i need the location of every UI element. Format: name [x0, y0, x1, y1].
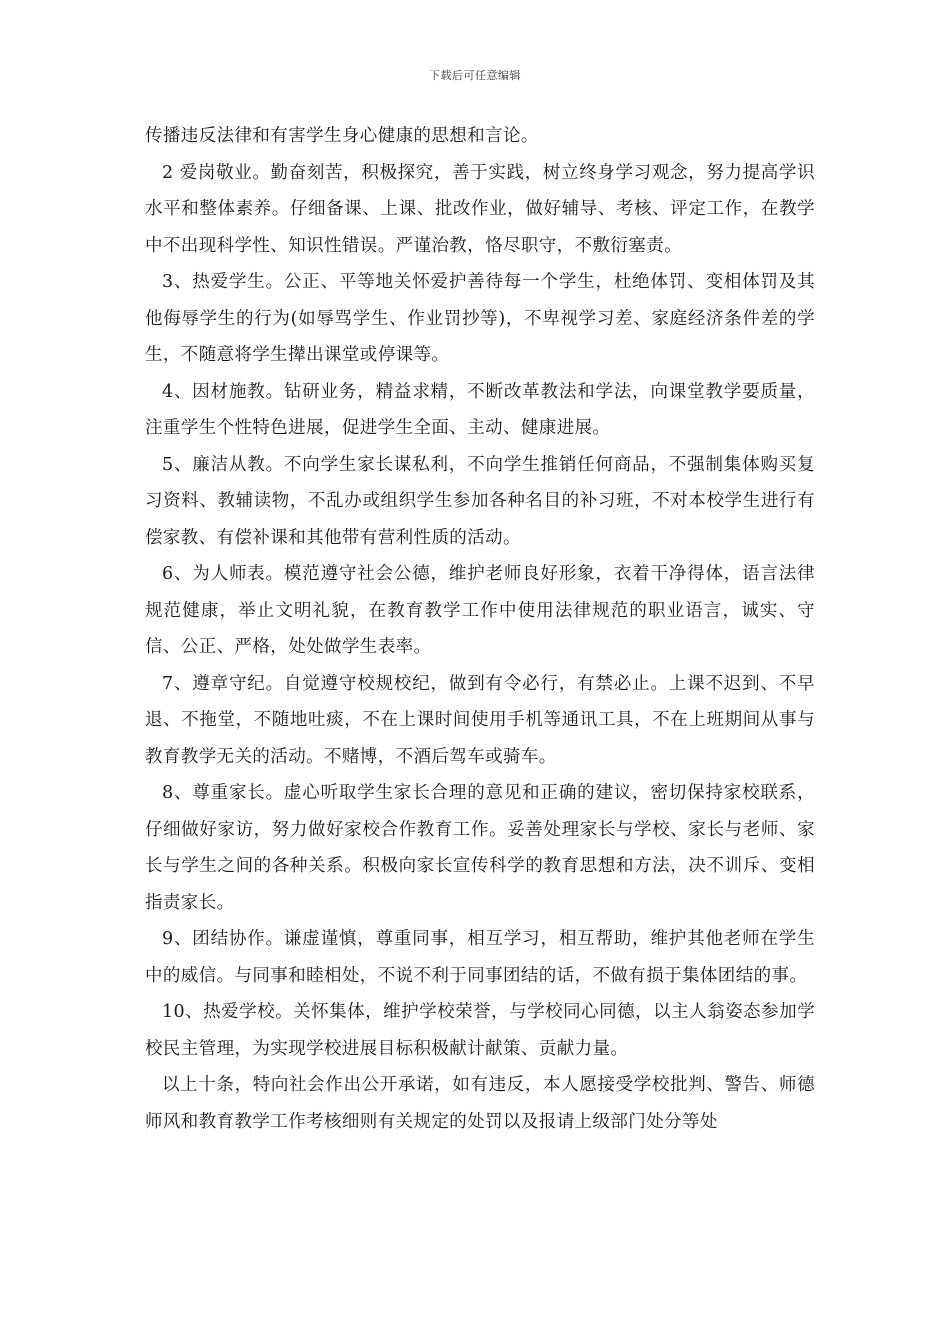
paragraph-item-3: 3、热爱学生。公正、平等地关怀爱护善待每一个学生，杜绝体罚、变相体罚及其他侮辱学生的行为(如辱骂学生、作业罚抄等)，不卑视学习差、家庭经济条件差的学生，不随意将学生撵出课堂或停课等。 [145, 272, 815, 365]
document-body [145, 118, 815, 1140]
paragraph-conclusion: 以上十条，特向社会作出公开承诺，如有违反，本人愿接受学校批判、警告、师德师风和教育教学工作考核细则有关规定的处罚以及报请上级部门处分等处 [145, 1075, 815, 1132]
paragraph-item-5: 5、廉洁从教。不向学生家长谋私利，不向学生推销任何商品，不强制集体购买复习资料、教辅读物，不乱办或组织学生参加各种名目的补习班，不对本校学生进行有偿家教、有偿补课和其他带有营利性质的活动。 [145, 454, 815, 548]
paragraph-item-4: 4、因材施教。钻研业务，精益求精，不断改革教法和学法，向课堂教学要质量，注重学生个性特色进展，促进学生全面、主动、健康进展。 [145, 381, 815, 438]
header-note: 下载后可任意编辑 [429, 69, 521, 82]
paragraph-continuation: 传播违反法律和有害学生身心健康的思想和言论。 [145, 126, 539, 146]
paragraph-item-10: 10、热爱学校。关怀集体，维护学校荣誉，与学校同心同德，以主人翁姿态参加学校民主管理，为实现学校进展目标积极献计献策、贡献力量。 [145, 1002, 815, 1059]
paragraph-item-8: 8、尊重家长。虚心听取学生家长合理的意见和正确的建议，密切保持家校联系，仔细做好家访，努力做好家校合作教育工作。妥善处理家长与学校、家长与老师、家长与学生之间的各种关系。积极向家长宣传科学的教育思想和方法，决不训斥、变相指责家长。 [145, 783, 815, 913]
paragraph-item-2: 2 爱岗敬业。勤奋刻苦，积极探究，善于实践，树立终身学习观念，努力提高学识水平和整体素养。仔细备课、上课、批改作业，做好辅导、考核、评定工作，在教学中不出现科学性、知识性错误。严谨治教，恪尽职守，不敷衍塞责。 [145, 162, 815, 256]
paragraph-item-6: 6、为人师表。模范遵守社会公德，维护老师良好形象，衣着干净得体，语言法律规范健康，举止文明礼貌，在教育教学工作中使用法律规范的职业语言，诚实、守信、公正、严格，处处做学生表率。 [145, 564, 815, 657]
paragraph-item-7: 7、遵章守纪。自觉遵守校规校纪，做到有令必行，有禁必止。上课不迟到、不早退、不拖堂，不随地吐痰，不在上课时间使用手机等通讯工具，不在上班期间从事与教育教学无关的活动。不赌博，不酒后驾车或骑车。 [145, 673, 815, 767]
paragraph-item-9: 9、团结协作。谦虚谨慎，尊重同事，相互学习，相互帮助，维护其他老师在学生中的威信。与同事和睦相处，不说不利于同事团结的话，不做有损于集体团结的事。 [145, 929, 815, 986]
